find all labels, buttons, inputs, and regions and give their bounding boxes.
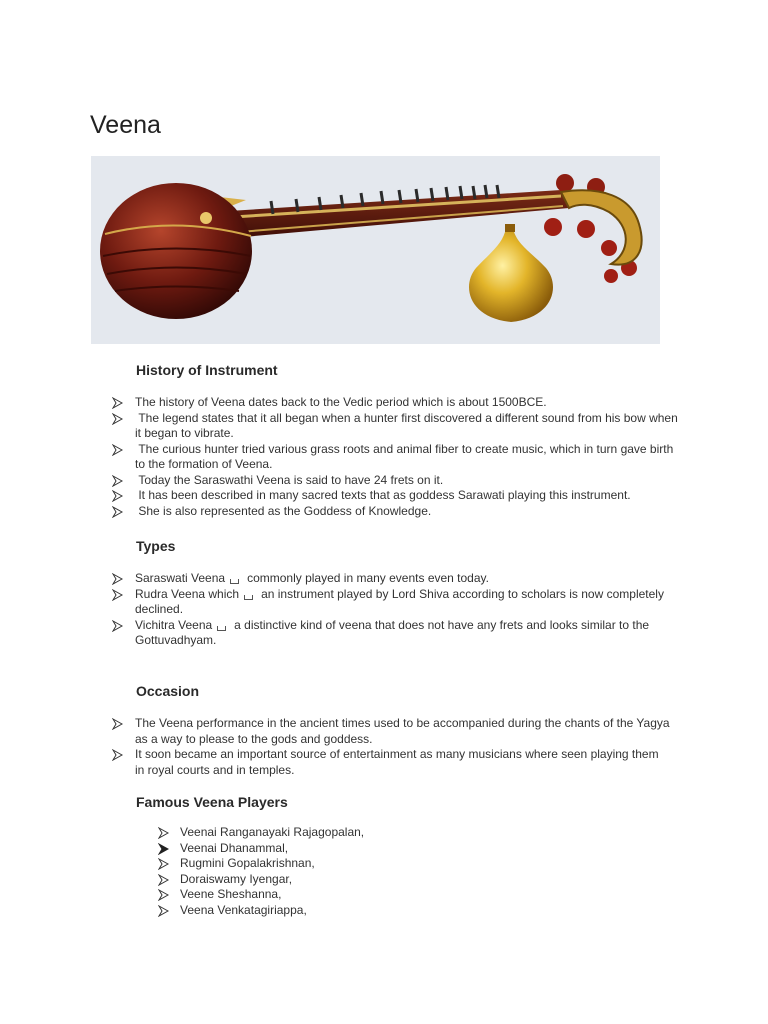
list-item-text: The curious hunter tried various grass roots and animal fiber to create music, which in turn gave birth to the formation of Veena. xyxy=(135,441,677,471)
list-item xyxy=(180,856,580,872)
list-item-text: She is also represented as the Goddess of Knowledge. xyxy=(135,503,432,518)
type-name: Rudra Veena which xyxy=(135,586,240,601)
list-item xyxy=(180,903,580,919)
section-heading-players: Famous Veena Players xyxy=(136,794,288,810)
list-item-text: The Veena performance in the ancient times used to be accompanied during the chants of the Yagya as a way to please to the gods and goddess. xyxy=(135,716,670,746)
section-heading-history: History of Instrument xyxy=(136,362,278,378)
type-name: Saraswati Veena xyxy=(135,571,226,585)
list-item xyxy=(135,571,680,587)
arrow-bullet-icon xyxy=(112,490,123,502)
list-item xyxy=(135,473,680,489)
list-item xyxy=(135,747,670,778)
player-name: Veenai Ranganayaki Rajagopalan, xyxy=(180,825,365,839)
arrow-bullet-icon xyxy=(112,620,123,632)
placeholder-box-icon xyxy=(244,595,253,600)
page-title: Veena xyxy=(90,111,161,139)
list-item xyxy=(135,395,680,411)
arrow-bullet-icon xyxy=(158,874,169,886)
section-heading-occasion: Occasion xyxy=(136,683,200,699)
arrow-bullet-icon xyxy=(158,858,169,870)
type-description: a distinctive kind of veena that does not have any frets and looks similar to the Gottuvadhyam. xyxy=(135,617,650,647)
list-item-text: It soon became an important source of entertainment as many musicians where seen playing them in royal courts and in temples. xyxy=(135,747,659,777)
arrow-bullet-icon xyxy=(112,397,123,409)
type-description: an instrument played by Lord Shiva according to scholars is now completely declined. xyxy=(135,586,664,616)
arrow-bullet-icon xyxy=(158,827,169,839)
veena-illustration xyxy=(91,156,660,344)
arrow-bullet-icon xyxy=(158,905,169,917)
list-item xyxy=(135,587,680,618)
arrow-bullet-icon xyxy=(112,475,123,487)
arrow-bullet-icon xyxy=(112,444,123,456)
arrow-bullet-icon xyxy=(112,573,123,585)
arrow-bullet-icon xyxy=(112,506,123,518)
type-description: commonly played in many events even today. xyxy=(247,571,489,585)
list-item xyxy=(180,825,580,841)
list-item xyxy=(180,841,580,857)
list-item xyxy=(180,872,580,888)
types-list xyxy=(135,571,680,649)
placeholder-box-icon xyxy=(230,579,239,584)
veena-image xyxy=(91,156,660,344)
arrow-bullet-icon xyxy=(112,589,123,601)
arrow-bullet-icon xyxy=(112,718,123,730)
section-heading-types: Types xyxy=(136,538,176,554)
list-item xyxy=(135,716,670,747)
list-item xyxy=(135,488,680,504)
player-name: Doraiswamy Iyengar, xyxy=(180,871,293,886)
player-name: Veene Sheshanna, xyxy=(180,887,282,901)
arrow-bullet-icon xyxy=(158,843,169,855)
arrow-bullet-icon xyxy=(112,749,123,761)
player-name: Rugmini Gopalakrishnan, xyxy=(180,856,315,870)
list-item-text: The legend states that it all began when a hunter first discovered a different sound from his bow when it began to vibrate. xyxy=(135,410,682,440)
arrow-bullet-icon xyxy=(158,889,169,901)
list-item xyxy=(135,411,680,442)
list-item xyxy=(135,442,680,473)
players-list xyxy=(180,825,580,918)
history-list xyxy=(135,395,680,519)
type-name: Vichitra Veena xyxy=(135,617,213,632)
occasion-list xyxy=(135,716,670,778)
player-name: Veenai Dhanammal, xyxy=(180,840,289,855)
list-item xyxy=(135,618,680,649)
list-item-text: It has been described in many sacred texts that as goddess Sarawati playing this instrument. xyxy=(135,488,631,502)
player-name: Veena Venkatagiriappa, xyxy=(180,902,307,917)
placeholder-box-icon xyxy=(217,626,226,631)
list-item-text: Today the Saraswathi Veena is said to have 24 frets on it. xyxy=(135,472,444,487)
list-item-text: The history of Veena dates back to the Vedic period which is about 1500BCE. xyxy=(135,395,547,409)
list-item xyxy=(180,887,580,903)
list-item xyxy=(135,504,680,520)
arrow-bullet-icon xyxy=(112,413,123,425)
